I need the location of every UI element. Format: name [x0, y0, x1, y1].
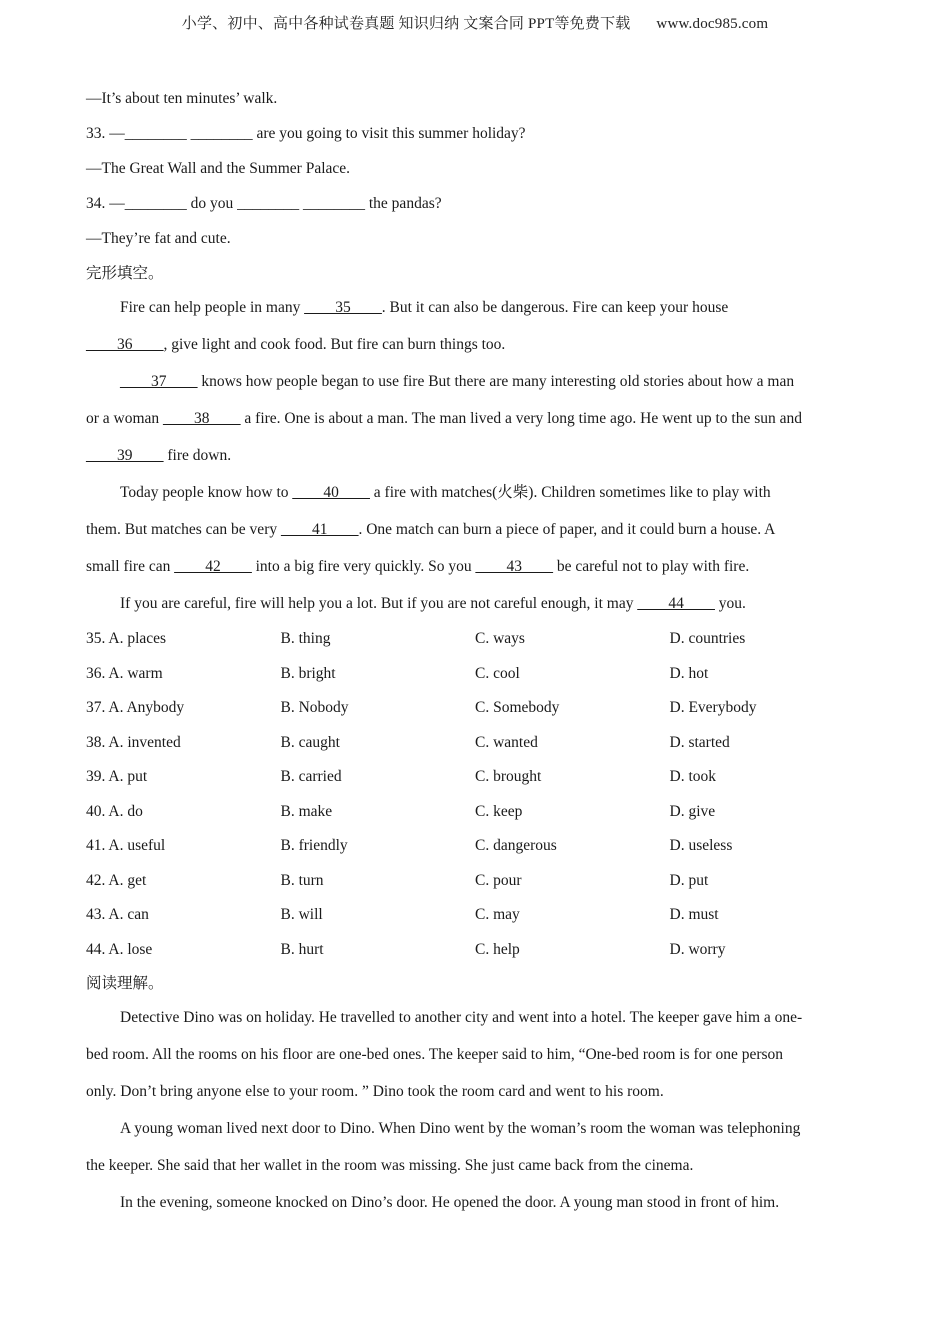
blank-39: ____39____: [86, 447, 164, 464]
option-a: 44. A. lose: [86, 940, 153, 958]
option-a: 39. A. put: [86, 768, 148, 785]
option-c: C. wanted: [475, 733, 538, 751]
option-c: C. help: [475, 940, 520, 958]
reading-p2-line1: A young woman lived next door to Dino. When Dino went by the woman’s room the woman was telephoning: [120, 1120, 801, 1137]
option-c: C. keep: [475, 802, 523, 820]
header-text: 小学、初中、高中各种试卷真题 知识归纳 文案合同 PPT等免费下载: [181, 16, 631, 32]
question-34: 34. —________ do you ________ ________ the pandas?: [86, 195, 442, 212]
option-b: B. bright: [280, 664, 336, 682]
text-run: a fire. One is about a man. The man lived a very long time ago. He went up to the sun and: [240, 410, 802, 427]
text-run: be careful not to play with fire.: [552, 558, 750, 575]
option-a: 40. A. do: [86, 802, 143, 820]
option-a: 42. A. get: [86, 871, 147, 889]
cloze-p1-line1: [86, 293, 866, 330]
option-c: C. pour: [475, 871, 522, 889]
cloze-p3-line3: [86, 552, 866, 589]
cloze-p3-line1: [86, 478, 866, 515]
page-header: [0, 12, 950, 33]
option-row: [86, 659, 866, 694]
option-b: B. friendly: [280, 837, 348, 854]
option-a: 43. A. can: [86, 906, 149, 923]
reading-heading: 阅读理解。: [86, 975, 164, 992]
dialogue-line: —They’re fat and cute.: [86, 230, 231, 247]
text-run: into a big fire very quickly. So you: [251, 558, 476, 575]
text-run: Today people know how to: [120, 484, 293, 501]
question-33: 33. —________ ________ are you going to visit this summer holiday?: [86, 125, 526, 142]
option-c: C. may: [475, 906, 520, 923]
option-b: B. caught: [280, 733, 340, 751]
header-url[interactable]: www.doc985.com: [656, 16, 769, 32]
option-a: 41. A. useful: [86, 837, 166, 854]
option-d: D. took: [669, 768, 716, 785]
option-d: D. hot: [669, 664, 709, 682]
option-row: [86, 935, 866, 970]
document-body: [86, 84, 866, 1225]
blank-44: ____44____: [637, 595, 715, 612]
option-c: C. dangerous: [475, 837, 557, 854]
option-row: [86, 831, 866, 866]
text-run: them. But matches can be very: [86, 521, 281, 538]
option-b: B. Nobody: [280, 699, 349, 716]
blank-37: ____37____: [120, 373, 198, 390]
option-b: B. will: [280, 906, 323, 923]
blank-41: ____41____: [280, 521, 359, 538]
option-row: [86, 728, 866, 763]
blank-43: ____43____: [475, 558, 553, 575]
option-row: [86, 866, 866, 901]
option-c: C. Somebody: [475, 699, 560, 716]
text-run: , give light and cook food. But fire can burn things too.: [163, 336, 506, 353]
cloze-p4-line1: [86, 589, 866, 624]
option-row: [86, 624, 866, 659]
option-row: [86, 762, 866, 797]
option-b: B. carried: [280, 768, 342, 785]
text-run: you.: [714, 595, 746, 612]
text-run: If you are careful, fire will help you a lot. But if you are not careful enough, it may: [120, 595, 638, 612]
option-d: D. useless: [669, 837, 733, 854]
option-a: 37. A. Anybody: [86, 699, 185, 716]
option-b: B. hurt: [280, 940, 324, 958]
cloze-p2-line3: [86, 441, 866, 478]
blank-40: ____40____: [292, 484, 370, 501]
text-run: . But it can also be dangerous. Fire can keep your house: [381, 299, 729, 316]
option-d: D. started: [669, 733, 730, 751]
option-row: [86, 900, 866, 935]
option-b: B. make: [280, 802, 333, 820]
text-run: a fire with matches(火柴). Children sometimes like to play with: [369, 484, 771, 501]
reading-p1-line1: Detective Dino was on holiday. He travelled to another city and went into a hotel. The keeper gave him a one-: [120, 1009, 803, 1026]
cloze-p2-line2: [86, 404, 866, 441]
option-a: 36. A. warm: [86, 664, 163, 682]
option-b: B. turn: [280, 871, 324, 889]
blank-42: ____42____: [174, 558, 252, 575]
reading-p1-line3: only. Don’t bring anyone else to your room. ” Dino took the room card and went to his room.: [86, 1083, 664, 1100]
option-a: 38. A. invented: [86, 733, 181, 751]
text-run: small fire can: [86, 558, 175, 575]
cloze-p1-line2: [86, 330, 866, 367]
dialogue-line: —It’s about ten minutes’ walk.: [86, 90, 278, 107]
option-a: 35. A. places: [86, 630, 167, 647]
option-d: D. Everybody: [669, 699, 757, 716]
options-list: [86, 624, 866, 969]
option-row: [86, 797, 866, 832]
option-c: C. brought: [475, 768, 542, 785]
option-d: D. worry: [669, 940, 726, 958]
option-row: [86, 693, 866, 728]
option-d: D. countries: [669, 630, 746, 647]
cloze-heading: 完形填空。: [86, 265, 164, 282]
text-run: . One match can burn a piece of paper, and it could burn a house. A: [358, 521, 776, 538]
blank-38: ____38____: [163, 410, 241, 427]
option-d: D. put: [669, 871, 709, 889]
blank-36: ____36____: [86, 336, 164, 353]
reading-p1-line2: bed room. All the rooms on his floor are one-bed ones. The keeper said to him, “One-bed room is for one person: [86, 1046, 784, 1063]
option-c: C. cool: [475, 664, 520, 682]
reading-p2-line2: the keeper. She said that her wallet in the room was missing. She just came back from the cinema.: [86, 1157, 694, 1174]
option-d: D. give: [669, 802, 716, 820]
text-run: Fire can help people in many: [120, 299, 305, 316]
text-run: fire down.: [163, 447, 232, 464]
cloze-p2-line1: [86, 367, 866, 404]
dialogue-line: —The Great Wall and the Summer Palace.: [86, 160, 351, 177]
cloze-p3-line2: [86, 515, 866, 552]
text-run: or a woman: [86, 410, 164, 427]
option-d: D. must: [669, 906, 719, 923]
reading-p3-line1: In the evening, someone knocked on Dino’s door. He opened the door. A young man stood in front of him.: [120, 1194, 780, 1211]
option-c: C. ways: [475, 630, 525, 647]
option-b: B. thing: [280, 630, 331, 647]
text-run: knows how people began to use fire But there are many interesting old stories about how a man: [197, 373, 795, 390]
blank-35: ____35____: [304, 299, 382, 316]
